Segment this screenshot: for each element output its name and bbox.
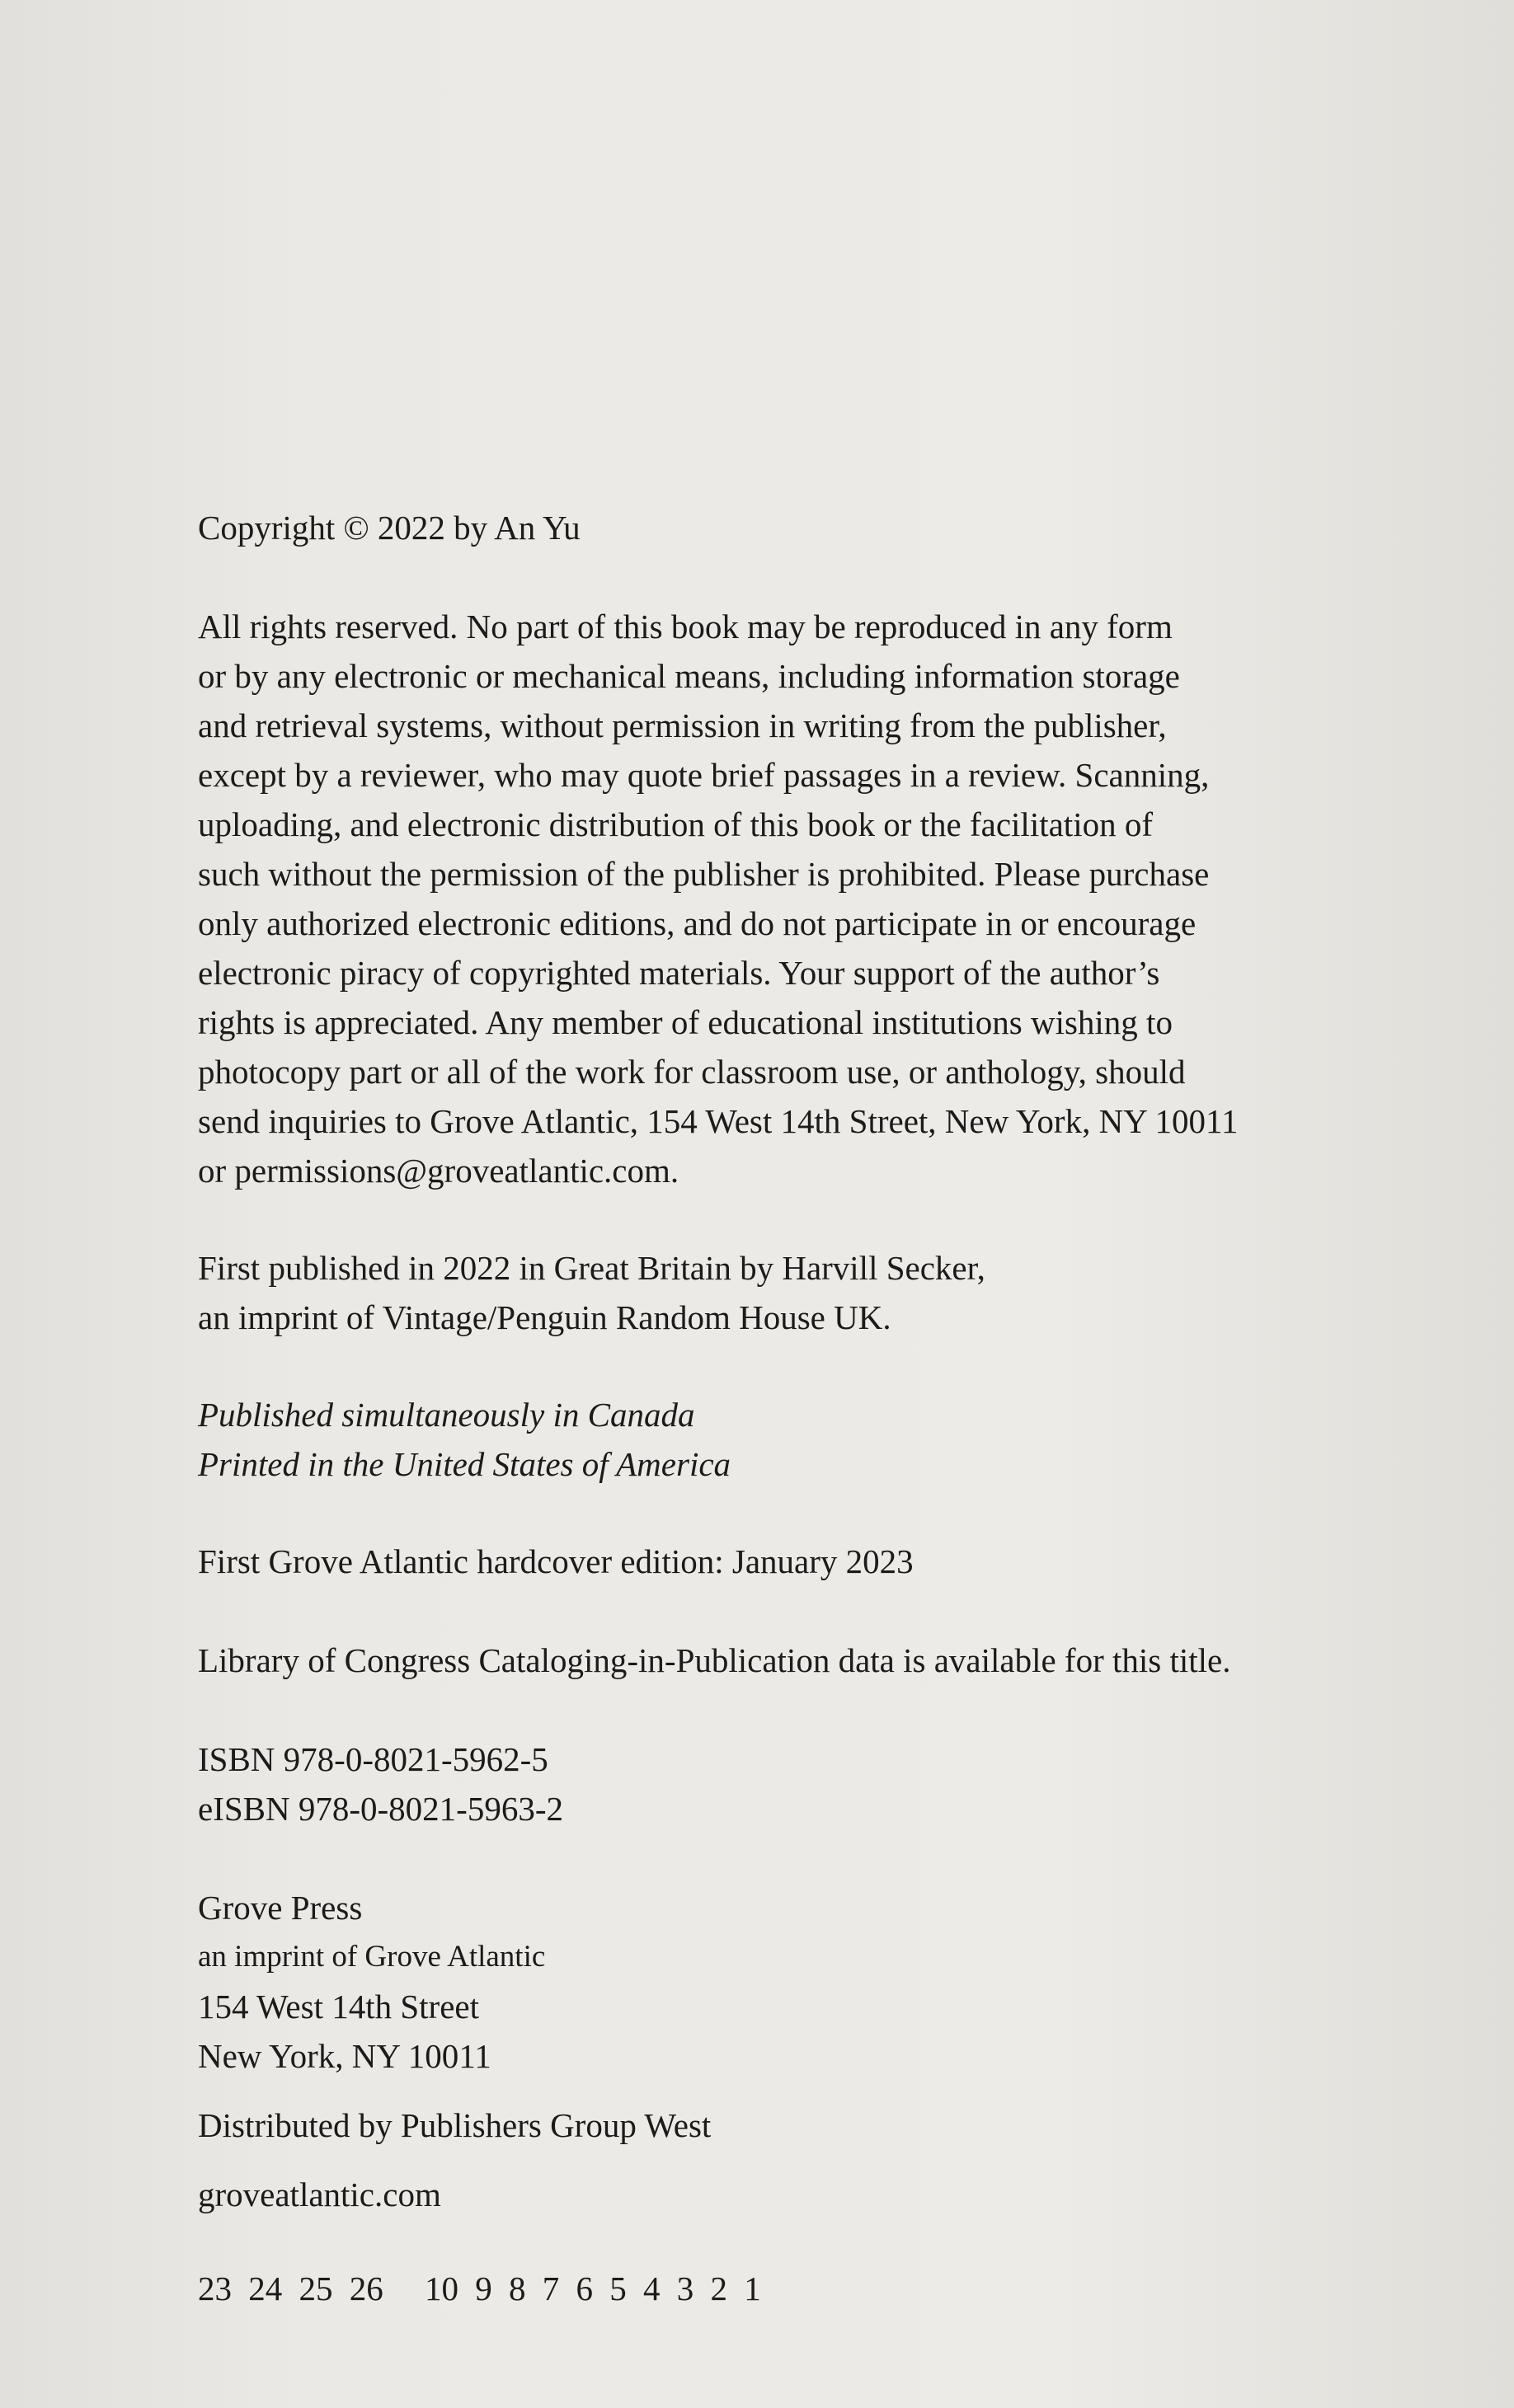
isbn-block [198, 1734, 1369, 1833]
rights-line: except by a reviewer, who may quote brief passages in a review. Scanning, [198, 756, 1210, 794]
rights-line: and retrieval systems, without permission in writing from the publisher, [198, 706, 1167, 744]
isbn: ISBN 978-0-8021-5962-5 [198, 1740, 548, 1778]
eisbn: eISBN 978-0-8021-5963-2 [198, 1790, 563, 1828]
publisher-name: Grove Press [198, 1889, 363, 1927]
rights-line: or by any electronic or mechanical means, including information storage [198, 657, 1180, 695]
printer-key-line [198, 2264, 1369, 2313]
rights-line: photocopy part or all of the work for classroom use, or anthology, should [198, 1053, 1186, 1091]
publication-locations [198, 1390, 1369, 1489]
rights-line: All rights reserved. No part of this book may be reproduced in any form [198, 608, 1173, 645]
publisher-city: New York, NY 10011 [198, 2037, 491, 2075]
print-numbers: 10 9 8 7 6 5 4 3 2 1 [425, 2270, 761, 2307]
rights-reserved-paragraph [198, 602, 1369, 1195]
printed-usa-line: Printed in the United States of America [198, 1445, 731, 1483]
published-canada-line: Published simultaneously in Canada [198, 1396, 695, 1434]
library-of-congress-note: Library of Congress Cataloging-in-Publication data is available for this title. [198, 1641, 1231, 1679]
first-published-note [198, 1243, 1369, 1342]
publisher-website: groveatlantic.com [198, 2176, 441, 2213]
publisher-address [198, 1883, 1369, 2081]
rights-line: only authorized electronic editions, and do not participate in or encourage [198, 904, 1197, 942]
print-years: 23 24 25 26 [198, 2270, 383, 2307]
copyright-text-block [198, 503, 1369, 2313]
rights-line: such without the permission of the publisher is prohibited. Please purchase [198, 855, 1210, 893]
rights-line: send inquiries to Grove Atlantic, 154 West 14th Street, New York, NY 10011 [198, 1102, 1239, 1140]
rights-line: or permissions@groveatlantic.com. [198, 1152, 679, 1190]
distributor-note: Distributed by Publishers Group West [198, 2106, 712, 2144]
rights-line: electronic piracy of copyrighted materials. Your support of the author’s [198, 954, 1160, 992]
first-published-line: First published in 2022 in Great Britain by Harvill Secker, [198, 1249, 985, 1287]
edition-note: First Grove Atlantic hardcover edition: January 2023 [198, 1542, 914, 1580]
copyright-notice: Copyright © 2022 by An Yu [198, 509, 581, 547]
publisher-imprint: an imprint of Grove Atlantic [198, 1940, 546, 1974]
publisher-street: 154 West 14th Street [198, 1988, 479, 2025]
first-published-line: an imprint of Vintage/Penguin Random House UK. [198, 1298, 891, 1336]
rights-line: uploading, and electronic distribution of this book or the facilitation of [198, 805, 1153, 843]
rights-line: rights is appreciated. Any member of educational institutions wishing to [198, 1003, 1173, 1041]
